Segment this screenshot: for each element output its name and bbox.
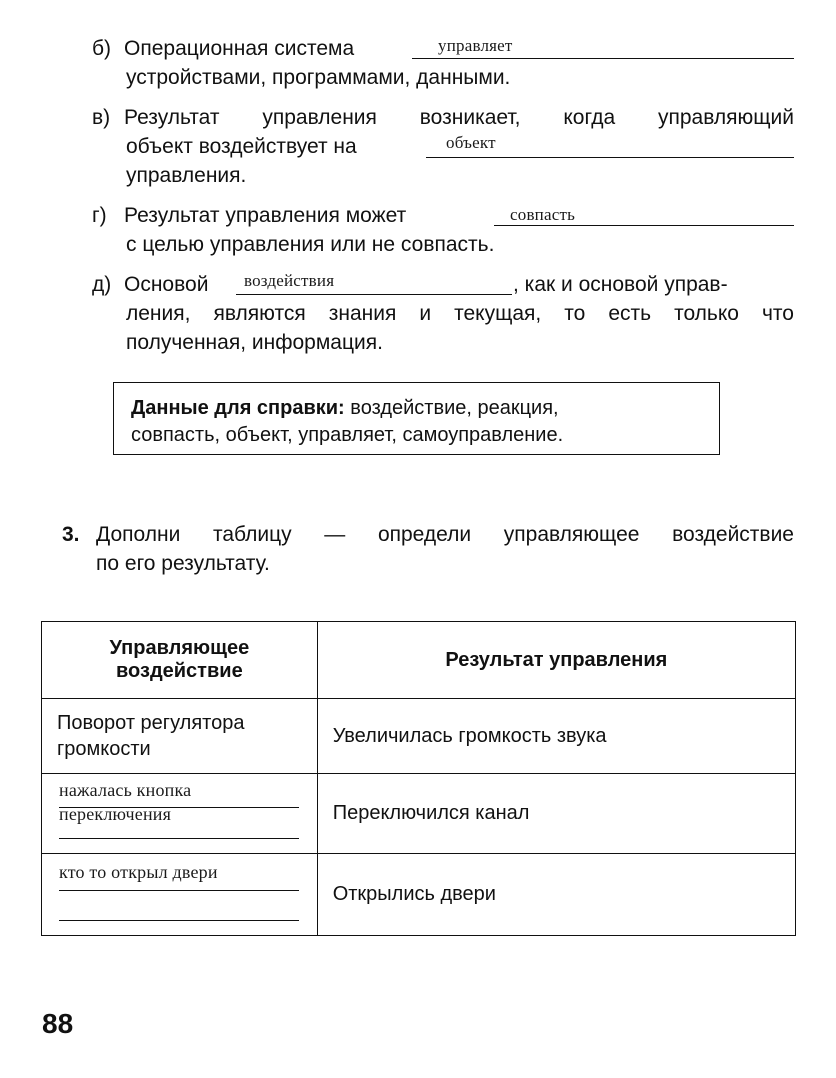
action-answer-line1: кто то открыл двери xyxy=(59,862,218,882)
item-g-answer-line xyxy=(494,225,794,226)
item-v-answer: объект xyxy=(446,133,496,152)
action-answer-rule2 xyxy=(59,838,299,839)
item-d-answer: воздействия xyxy=(244,271,335,290)
page-number: 88 xyxy=(42,1008,74,1039)
item-b-text: Операционная система xyxy=(124,37,355,60)
item-g-line1 xyxy=(92,201,406,230)
item-b-line2: устройствами, программами, данными. xyxy=(126,66,511,89)
reference-label: Данные для справки: xyxy=(131,397,345,419)
action-cell xyxy=(42,774,318,854)
action-answer-line1: нажалась кнопка xyxy=(59,780,192,800)
header-action-line2: воздействие xyxy=(116,660,243,682)
item-g-line2: с целью управления или не совпасть. xyxy=(126,233,495,256)
item-g-answer: совпасть xyxy=(510,205,576,224)
item-g-label: г) xyxy=(92,204,107,227)
reference-line1 xyxy=(131,397,559,420)
item-g-text: Результат управления может xyxy=(124,204,407,227)
task3-line1: Дополни таблицу — определи управляющее воздействие xyxy=(96,523,794,546)
result-cell: Открылись двери xyxy=(317,854,795,936)
item-d-line3: полученная, информация. xyxy=(126,331,383,354)
task3-line2: по его результату. xyxy=(96,552,270,575)
action-printed-line1: Поворот регулятора xyxy=(57,712,245,734)
table-header-row xyxy=(42,622,796,699)
item-d-line2: ления, являются знания и текущая, то есть только что xyxy=(126,302,794,325)
item-v-answer-line xyxy=(426,157,794,158)
reference-line2: совпасть, объект, управляет, самоуправление. xyxy=(131,424,564,446)
table-row xyxy=(42,774,796,854)
item-b-line1 xyxy=(92,34,354,63)
item-d-text: Основой xyxy=(124,273,209,296)
action-cell xyxy=(42,699,318,774)
result-cell: Переключился канал xyxy=(317,774,795,854)
action-answer-line2: переключения xyxy=(59,804,172,824)
item-v-line2: объект воздействует на xyxy=(126,135,357,158)
result-cell: Увеличилась громкость звука xyxy=(317,699,795,774)
header-action xyxy=(42,622,318,699)
item-d-line1 xyxy=(92,270,208,299)
action-printed-line2: громкости xyxy=(57,738,151,760)
task3-number: 3. xyxy=(62,523,80,546)
reference-box xyxy=(113,382,720,455)
item-d-answer-line xyxy=(236,294,512,295)
action-cell xyxy=(42,854,318,936)
item-v-text1: Результат управления возникает, когда управляющий xyxy=(124,106,794,129)
item-d-line1-tail: , как и основой управ- xyxy=(513,273,728,296)
item-v-line1 xyxy=(92,103,794,132)
item-d-label: д) xyxy=(92,273,112,296)
item-v-label: в) xyxy=(92,106,111,129)
table-row xyxy=(42,699,796,774)
item-b-answer-line xyxy=(412,58,794,59)
header-action-line1: Управляющее xyxy=(109,637,250,659)
item-b-label: б) xyxy=(92,37,112,60)
header-result: Результат управления xyxy=(317,622,795,699)
action-answer-rule2 xyxy=(59,920,299,921)
table-row xyxy=(42,854,796,936)
action-answer-rule1 xyxy=(59,890,299,891)
reference-words1: воздействие, реакция, xyxy=(350,397,559,419)
control-table xyxy=(41,621,796,936)
item-b-answer: управляет xyxy=(438,36,513,55)
item-v-line3: управления. xyxy=(126,164,247,187)
